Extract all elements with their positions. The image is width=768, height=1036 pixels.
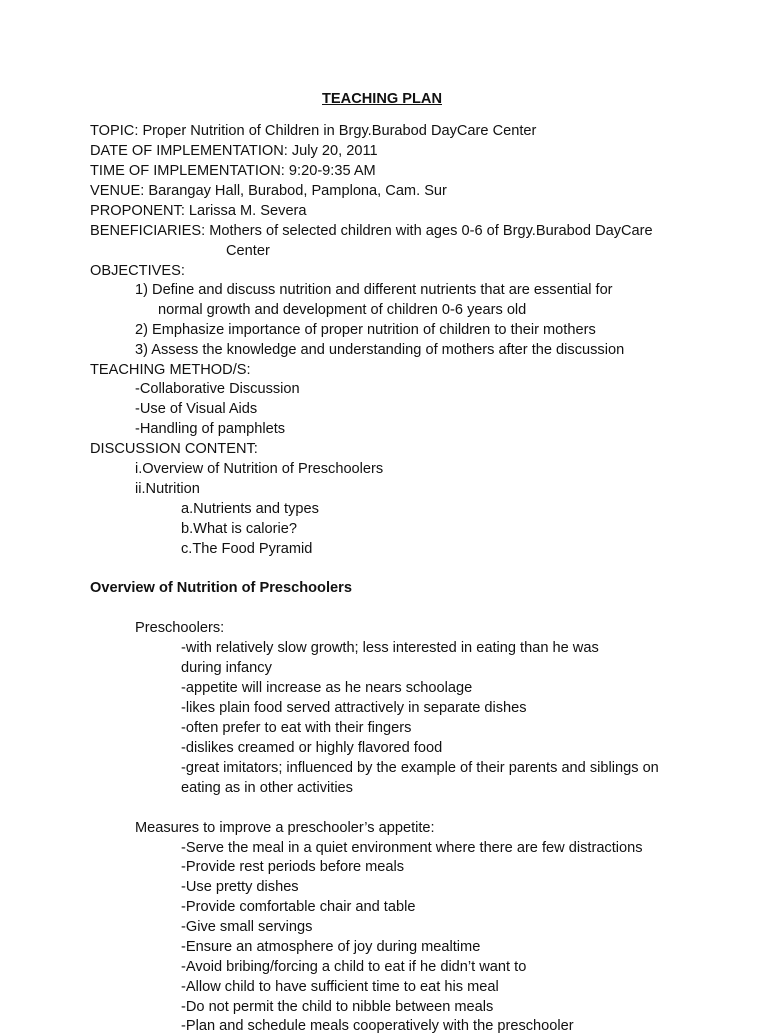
page-title: TEACHING PLAN: [322, 91, 442, 107]
measure-item: -Avoid bribing/forcing a child to eat if he didn’t want to: [181, 959, 527, 975]
objectives-heading: OBJECTIVES:: [90, 263, 185, 279]
method-item: -Handling of pamphlets: [135, 421, 286, 437]
topic-line: TOPIC: Proper Nutrition of Children in Brgy.Burabod DayCare Center: [90, 123, 537, 139]
beneficiaries-line: BENEFICIARIES: Mothers of selected children with ages 0-6 of Brgy.Burabod DayCare: [90, 223, 653, 239]
measure-item: -Serve the meal in a quiet environment where there are few distractions: [181, 840, 643, 856]
measure-item: -Ensure an atmosphere of joy during mealtime: [181, 939, 481, 955]
overview-heading: Overview of Nutrition of Preschoolers: [90, 580, 352, 596]
content-subitem: c.The Food Pyramid: [181, 541, 313, 557]
venue-line: VENUE: Barangay Hall, Burabod, Pamplona, Cam. Sur: [90, 183, 447, 199]
preschooler-trait: -dislikes creamed or highly flavored food: [181, 740, 443, 756]
objective-item: 3) Assess the knowledge and understanding of mothers after the discussion: [135, 342, 625, 358]
content-subitem: a.Nutrients and types: [181, 501, 319, 517]
objective-item: 1) Define and discuss nutrition and different nutrients that are essential for: [135, 282, 613, 298]
measure-item: -Provide comfortable chair and table: [181, 899, 416, 915]
beneficiaries-line-cont: Center: [226, 243, 270, 259]
measure-item: -Use pretty dishes: [181, 879, 299, 895]
objective-item-cont: normal growth and development of children 0-6 years old: [158, 302, 527, 318]
method-item: -Use of Visual Aids: [135, 401, 258, 417]
methods-heading: TEACHING METHOD/S:: [90, 362, 251, 378]
measures-label: Measures to improve a preschooler’s appetite:: [135, 820, 435, 836]
proponent-line: PROPONENT: Larissa M. Severa: [90, 203, 307, 219]
preschooler-trait: -appetite will increase as he nears schoolage: [181, 680, 473, 696]
objective-item: 2) Emphasize importance of proper nutrition of children to their mothers: [135, 322, 596, 338]
preschooler-trait: -with relatively slow growth; less interested in eating than he was: [181, 640, 599, 656]
measure-item: -Provide rest periods before meals: [181, 859, 405, 875]
measure-item: -Give small servings: [181, 919, 313, 935]
measure-item: -Allow child to have sufficient time to eat his meal: [181, 979, 499, 995]
preschooler-trait: -great imitators; influenced by the example of their parents and siblings on: [181, 760, 659, 776]
preschooler-trait: -often prefer to eat with their fingers: [181, 720, 412, 736]
time-line: TIME OF IMPLEMENTATION: 9:20-9:35 AM: [90, 163, 376, 179]
measure-item: -Do not permit the child to nibble between meals: [181, 999, 494, 1015]
preschooler-trait-cont: during infancy: [181, 660, 272, 676]
content-item: ii.Nutrition: [135, 481, 200, 497]
content-subitem: b.What is calorie?: [181, 521, 297, 537]
content-heading: DISCUSSION CONTENT:: [90, 441, 258, 457]
preschooler-trait: -likes plain food served attractively in separate dishes: [181, 700, 527, 716]
content-item: i.Overview of Nutrition of Preschoolers: [135, 461, 384, 477]
measure-item: -Plan and schedule meals cooperatively with the preschooler: [181, 1018, 574, 1034]
date-line: DATE OF IMPLEMENTATION: July 20, 2011: [90, 143, 378, 159]
method-item: -Collaborative Discussion: [135, 381, 300, 397]
preschoolers-label: Preschoolers:: [135, 620, 225, 636]
preschooler-trait-cont: eating as in other activities: [181, 780, 353, 796]
